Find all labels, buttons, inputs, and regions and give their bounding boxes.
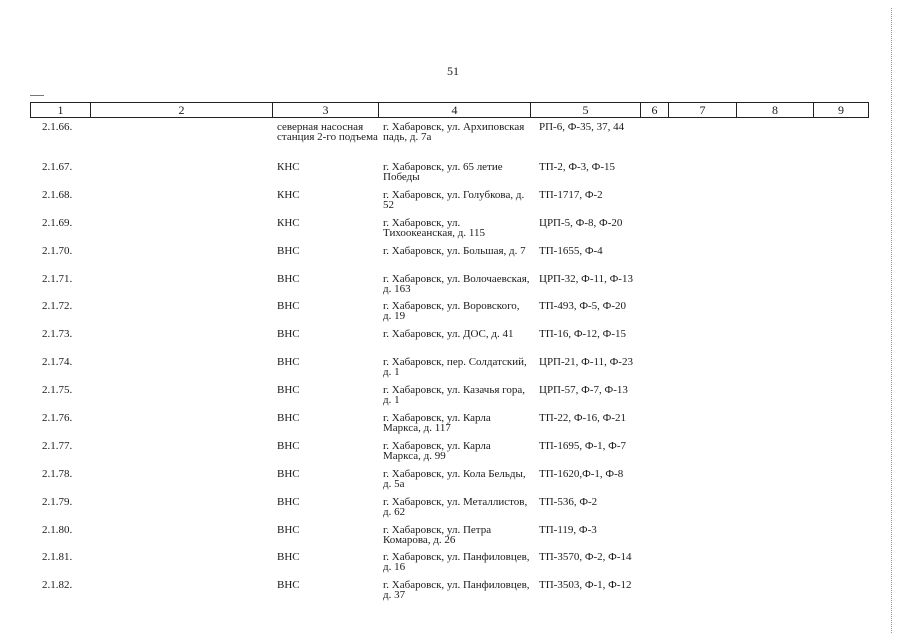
row-facility-type <box>272 580 378 608</box>
row-address <box>378 162 530 190</box>
row-col7 <box>668 301 736 329</box>
row-col6 <box>640 122 668 162</box>
row-number-text: 2.1.81. <box>42 551 73 564</box>
row-number <box>30 469 90 497</box>
row-power-source-text: ЦРП-5, Ф-8, Ф-20 <box>539 216 623 229</box>
header-row <box>31 103 869 118</box>
row-col6 <box>640 246 668 274</box>
row-col7 <box>668 525 736 553</box>
table-row <box>30 357 868 385</box>
row-number <box>30 190 90 218</box>
row-col7 <box>668 246 736 274</box>
row-number-text: 2.1.80. <box>42 523 73 536</box>
row-number-text: 2.1.78. <box>42 467 73 480</box>
row-col8 <box>736 469 813 497</box>
row-col9 <box>813 246 868 274</box>
header-col-6: 6 <box>641 103 669 118</box>
row-col8 <box>736 413 813 441</box>
row-facility-type-text: ВНС <box>277 579 300 592</box>
row-number <box>30 441 90 469</box>
row-col6 <box>640 329 668 357</box>
row-address <box>378 552 530 580</box>
row-col8 <box>736 162 813 190</box>
row-col9 <box>813 274 868 302</box>
row-address <box>378 122 530 162</box>
row-col8 <box>736 301 813 329</box>
row-number <box>30 274 90 302</box>
row-col6 <box>640 441 668 469</box>
row-address-text: г. Хабаровск, ул. Большая, д. 7 <box>383 244 526 257</box>
table-row <box>30 329 868 357</box>
row-address <box>378 441 530 469</box>
row-col6 <box>640 552 668 580</box>
row-address-text: г. Хабаровск, пер. Солдатский, д. 1 <box>383 356 527 379</box>
page-number: 51 <box>447 64 459 78</box>
row-address-text: г. Хабаровск, ул. Голубкова, д. 52 <box>383 188 525 211</box>
row-col9 <box>813 552 868 580</box>
row-facility-type-text: ВНС <box>277 412 300 425</box>
row-facility-type <box>272 162 378 190</box>
row-number <box>30 301 90 329</box>
row-col8 <box>736 580 813 608</box>
row-col7 <box>668 552 736 580</box>
row-facility-type <box>272 413 378 441</box>
row-number-text: 2.1.68. <box>42 188 73 201</box>
row-facility-type-text: ВНС <box>277 356 300 369</box>
row-col2 <box>90 162 272 190</box>
row-power-source-text: РП-6, Ф-35, 37, 44 <box>539 121 625 133</box>
row-col2 <box>90 274 272 302</box>
row-power-source <box>530 246 640 274</box>
row-address-text: г. Хабаровск, ул. Тихоокеанская, д. 115 <box>383 216 485 239</box>
row-col8 <box>736 357 813 385</box>
row-number-text: 2.1.66. <box>42 121 73 133</box>
row-number-text: 2.1.69. <box>42 216 73 229</box>
row-power-source <box>530 413 640 441</box>
row-address-text: г. Хабаровск, ул. Кола Бельды, д. 5а <box>383 467 526 490</box>
row-address <box>378 190 530 218</box>
table-row <box>30 413 868 441</box>
row-col2 <box>90 329 272 357</box>
row-col8 <box>736 246 813 274</box>
row-power-source <box>530 525 640 553</box>
row-col2 <box>90 525 272 553</box>
row-col7 <box>668 218 736 246</box>
row-number <box>30 357 90 385</box>
row-number <box>30 385 90 413</box>
row-power-source-text: ЦРП-57, Ф-7, Ф-13 <box>539 384 628 397</box>
row-power-source <box>530 329 640 357</box>
row-power-source-text: ТП-119, Ф-3 <box>539 523 597 536</box>
row-col2 <box>90 441 272 469</box>
row-power-source-text: ТП-3570, Ф-2, Ф-14 <box>539 551 632 564</box>
row-col6 <box>640 580 668 608</box>
row-power-source-text: ТП-1655, Ф-4 <box>539 244 603 257</box>
table-body <box>30 122 868 608</box>
row-address <box>378 218 530 246</box>
row-col6 <box>640 190 668 218</box>
row-facility-type-text: ВНС <box>277 328 300 341</box>
header-col-1: 1 <box>31 103 91 118</box>
row-facility-type <box>272 218 378 246</box>
row-col2 <box>90 122 272 162</box>
row-col9 <box>813 329 868 357</box>
row-power-source <box>530 580 640 608</box>
row-number <box>30 413 90 441</box>
row-power-source-text: ТП-493, Ф-5, Ф-20 <box>539 300 627 313</box>
row-col6 <box>640 385 668 413</box>
row-address <box>378 385 530 413</box>
row-col9 <box>813 357 868 385</box>
row-number <box>30 218 90 246</box>
row-col9 <box>813 218 868 246</box>
page-edge-line <box>891 8 892 633</box>
row-power-source <box>530 441 640 469</box>
row-address-text: г. Хабаровск, ул. Металлистов, д. 62 <box>383 495 528 518</box>
row-power-source <box>530 162 640 190</box>
row-address <box>378 497 530 525</box>
row-address <box>378 301 530 329</box>
row-address <box>378 329 530 357</box>
row-number <box>30 580 90 608</box>
row-facility-type-text: ВНС <box>277 551 300 564</box>
row-col7 <box>668 441 736 469</box>
row-col7 <box>668 190 736 218</box>
row-facility-type-text: КНС <box>277 216 300 229</box>
row-facility-type <box>272 385 378 413</box>
row-col9 <box>813 190 868 218</box>
row-power-source-text: ТП-3503, Ф-1, Ф-12 <box>539 579 632 592</box>
row-facility-type-text: ВНС <box>277 439 300 452</box>
row-col2 <box>90 552 272 580</box>
row-address-text: г. Хабаровск, ул. Панфиловцев, д. 16 <box>383 551 530 574</box>
row-number-text: 2.1.74. <box>42 356 73 369</box>
row-col8 <box>736 218 813 246</box>
row-power-source <box>530 301 640 329</box>
row-col7 <box>668 497 736 525</box>
row-col8 <box>736 497 813 525</box>
corner-mark <box>30 95 44 96</box>
header-col-8: 8 <box>737 103 814 118</box>
row-power-source <box>530 497 640 525</box>
row-col7 <box>668 274 736 302</box>
row-number-text: 2.1.67. <box>42 161 73 173</box>
row-col7 <box>668 329 736 357</box>
row-address <box>378 525 530 553</box>
row-facility-type <box>272 122 378 162</box>
row-col2 <box>90 580 272 608</box>
row-col9 <box>813 497 868 525</box>
row-address-text: г. Хабаровск, ул. Карла Маркса, д. 99 <box>383 439 491 462</box>
row-number <box>30 246 90 274</box>
row-address-text: г. Хабаровск, ул. ДОС, д. 41 <box>383 328 514 341</box>
row-col8 <box>736 552 813 580</box>
header-col-5: 5 <box>531 103 641 118</box>
row-facility-type-text: ВНС <box>277 495 300 508</box>
row-address-text: г. Хабаровск, ул. Петра Комарова, д. 26 <box>383 523 492 546</box>
row-facility-type <box>272 441 378 469</box>
row-number-text: 2.1.73. <box>42 328 73 341</box>
row-col8 <box>736 525 813 553</box>
row-col6 <box>640 162 668 190</box>
row-col8 <box>736 441 813 469</box>
row-address <box>378 413 530 441</box>
row-facility-type <box>272 552 378 580</box>
row-col7 <box>668 162 736 190</box>
row-power-source <box>530 552 640 580</box>
row-facility-type <box>272 497 378 525</box>
row-col9 <box>813 413 868 441</box>
row-facility-type <box>272 357 378 385</box>
row-col8 <box>736 274 813 302</box>
table-row <box>30 162 868 190</box>
row-number-text: 2.1.70. <box>42 244 73 257</box>
row-power-source-text: ТП-536, Ф-2 <box>539 495 598 508</box>
row-col7 <box>668 357 736 385</box>
table-row <box>30 497 868 525</box>
row-facility-type <box>272 274 378 302</box>
row-facility-type <box>272 525 378 553</box>
row-col9 <box>813 162 868 190</box>
row-number <box>30 552 90 580</box>
table-row <box>30 441 868 469</box>
row-power-source-text: ТП-1717, Ф-2 <box>539 188 603 201</box>
header-col-2: 2 <box>91 103 273 118</box>
facilities-table <box>30 122 868 608</box>
row-col7 <box>668 122 736 162</box>
row-col6 <box>640 497 668 525</box>
row-col2 <box>90 218 272 246</box>
column-number-header <box>30 102 869 118</box>
table-row <box>30 301 868 329</box>
row-col9 <box>813 580 868 608</box>
row-col7 <box>668 413 736 441</box>
row-address <box>378 357 530 385</box>
row-power-source <box>530 469 640 497</box>
row-facility-type <box>272 469 378 497</box>
row-number-text: 2.1.75. <box>42 384 73 397</box>
row-facility-type-text: ВНС <box>277 272 300 285</box>
row-col6 <box>640 301 668 329</box>
row-address-text: г. Хабаровск, ул. 65 летие Победы <box>383 161 503 183</box>
row-power-source <box>530 385 640 413</box>
row-col7 <box>668 385 736 413</box>
header-col-7: 7 <box>669 103 737 118</box>
row-facility-type-text: ВНС <box>277 300 300 313</box>
row-facility-type-text: ВНС <box>277 523 300 536</box>
row-power-source-text: ЦРП-21, Ф-11, Ф-23 <box>539 356 633 369</box>
row-number <box>30 162 90 190</box>
row-address-text: г. Хабаровск, ул. Карла Маркса, д. 117 <box>383 412 491 435</box>
row-col8 <box>736 190 813 218</box>
row-facility-type-text: ВНС <box>277 244 300 257</box>
row-col8 <box>736 385 813 413</box>
table-row <box>30 552 868 580</box>
row-col2 <box>90 413 272 441</box>
row-address-text: г. Хабаровск, ул. Архиповская падь, д. 7а <box>383 121 525 143</box>
row-col7 <box>668 469 736 497</box>
row-facility-type-text: северная насосная станция 2-го подъема <box>277 121 378 143</box>
row-power-source-text: ТП-16, Ф-12, Ф-15 <box>539 328 627 341</box>
row-col6 <box>640 413 668 441</box>
table-row <box>30 580 868 608</box>
table-row <box>30 190 868 218</box>
row-col6 <box>640 525 668 553</box>
row-col9 <box>813 525 868 553</box>
row-facility-type-text: КНС <box>277 161 300 173</box>
row-number-text: 2.1.72. <box>42 300 73 313</box>
row-col6 <box>640 469 668 497</box>
table-row <box>30 525 868 553</box>
row-col9 <box>813 122 868 162</box>
row-address <box>378 274 530 302</box>
row-power-source-text: ТП-1695, Ф-1, Ф-7 <box>539 439 627 452</box>
row-col7 <box>668 580 736 608</box>
header-col-9: 9 <box>814 103 869 118</box>
row-col6 <box>640 274 668 302</box>
row-col6 <box>640 357 668 385</box>
table-row <box>30 385 868 413</box>
row-power-source-text: ЦРП-32, Ф-11, Ф-13 <box>539 272 633 285</box>
row-power-source-text: ТП-1620,Ф-1, Ф-8 <box>539 467 624 480</box>
row-facility-type <box>272 329 378 357</box>
table-row <box>30 246 868 274</box>
row-col2 <box>90 469 272 497</box>
row-col2 <box>90 301 272 329</box>
table-row <box>30 218 868 246</box>
row-power-source <box>530 274 640 302</box>
table-row <box>30 274 868 302</box>
row-col2 <box>90 357 272 385</box>
row-address-text: г. Хабаровск, ул. Воровского, д. 19 <box>383 300 520 323</box>
row-col9 <box>813 469 868 497</box>
row-facility-type <box>272 301 378 329</box>
row-number-text: 2.1.82. <box>42 579 73 592</box>
row-col2 <box>90 385 272 413</box>
row-col2 <box>90 497 272 525</box>
row-col8 <box>736 329 813 357</box>
row-facility-type-text: КНС <box>277 188 300 201</box>
row-power-source <box>530 122 640 162</box>
row-col6 <box>640 218 668 246</box>
row-power-source-text: ТП-2, Ф-3, Ф-15 <box>539 161 616 173</box>
row-col9 <box>813 441 868 469</box>
table-row <box>30 122 868 162</box>
row-address <box>378 469 530 497</box>
row-power-source-text: ТП-22, Ф-16, Ф-21 <box>539 412 627 425</box>
row-address-text: г. Хабаровск, ул. Волочаевская, д. 163 <box>383 272 530 295</box>
row-address-text: г. Хабаровск, ул. Панфиловцев, д. 37 <box>383 579 530 602</box>
row-number-text: 2.1.77. <box>42 439 73 452</box>
row-col8 <box>736 122 813 162</box>
row-facility-type <box>272 246 378 274</box>
row-number <box>30 525 90 553</box>
row-power-source <box>530 190 640 218</box>
table-row <box>30 469 868 497</box>
row-facility-type-text: ВНС <box>277 384 300 397</box>
row-number <box>30 329 90 357</box>
row-col9 <box>813 385 868 413</box>
header-col-4: 4 <box>379 103 531 118</box>
row-number <box>30 122 90 162</box>
row-address-text: г. Хабаровск, ул. Казачья гора, д. 1 <box>383 384 526 407</box>
header-col-3: 3 <box>273 103 379 118</box>
row-address <box>378 580 530 608</box>
row-number-text: 2.1.71. <box>42 272 73 285</box>
row-col2 <box>90 246 272 274</box>
row-power-source <box>530 218 640 246</box>
row-facility-type <box>272 190 378 218</box>
row-col2 <box>90 190 272 218</box>
row-number-text: 2.1.76. <box>42 412 73 425</box>
row-facility-type-text: ВНС <box>277 467 300 480</box>
row-col9 <box>813 301 868 329</box>
row-power-source <box>530 357 640 385</box>
row-address <box>378 246 530 274</box>
row-number-text: 2.1.79. <box>42 495 73 508</box>
row-number <box>30 497 90 525</box>
